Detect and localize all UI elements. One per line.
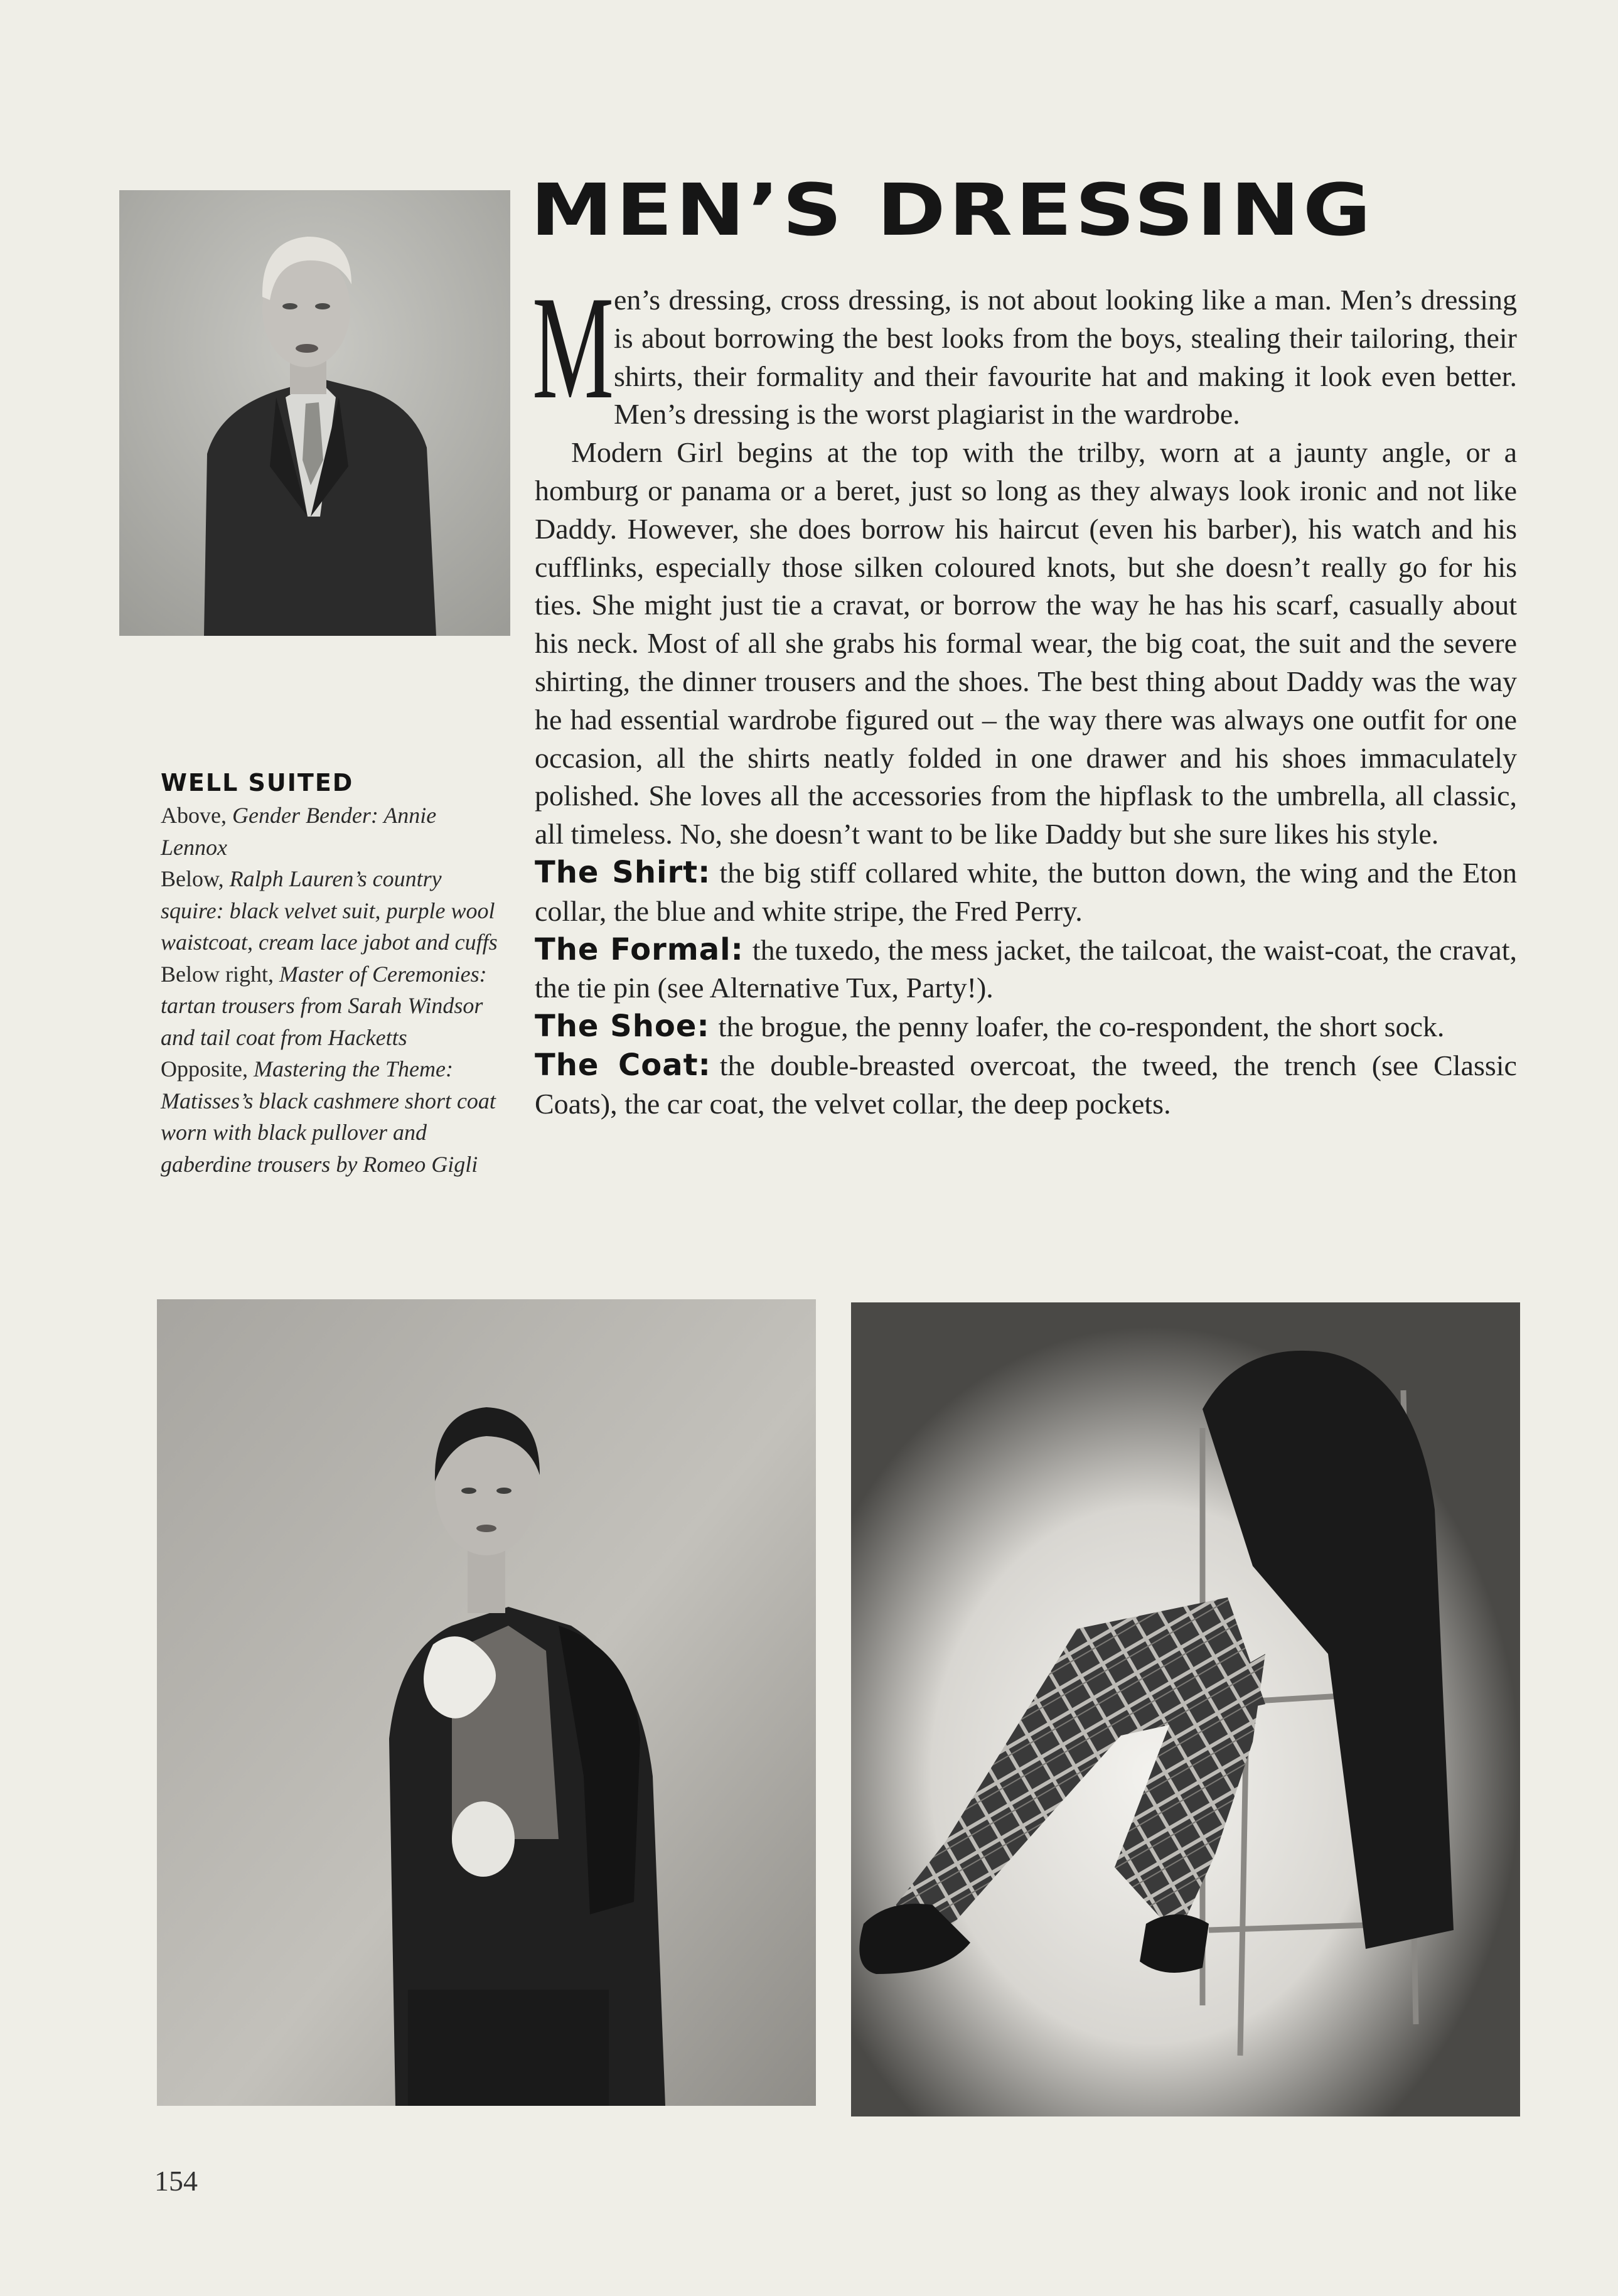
caption-lead: Below, xyxy=(161,866,224,891)
caption-italic: Master of Ceremonies: tartan trousers from Sarah Windsor and tail coat from Hacketts xyxy=(161,961,487,1050)
page-number: 154 xyxy=(154,2165,198,2197)
tartan-trousers-photo xyxy=(851,1302,1520,2116)
item-text: the brogue, the penny loafer, the co-respondent, the short sock. xyxy=(718,1011,1445,1043)
caption-title: WELL SUITED xyxy=(161,769,354,797)
article-paragraph: Modern Girl begins at the top with the trilby, worn at a jaunty angle, or a homburg or panama or a beret, just so long as they always look ironic and not like Daddy. However, she does borrow his haircut (even his barber), his watch and his cufflinks, especially those silken coloured knots, but she doesn’t really go for his ties. She might just tie a cravat, or borrow the way he has his scarf, casually about his neck. Most of all she grabs his formal wear, the big coat, the suit and the severe shirting, the dinner trousers and the shoes. The best thing about Daddy was the way he had essential wardrobe figured out – the way there was always one outfit for one occasion, all the shirts neatly folded in one drawer and his shoes immaculately polished. She loves all the accessories from the hipflask to the umbrella, all classic, all timeless. No, she doesn’t want to be like Daddy but she sure likes his style. xyxy=(535,436,1517,850)
item-label: The Formal: xyxy=(535,931,744,967)
caption-lead: Above, xyxy=(161,803,227,828)
page-title: MEN’S DRESSING xyxy=(530,168,1374,252)
item-text: the big stiff collared white, the button down, the wing and the Eton collar, the blue and white stripe, the Fred Perry. xyxy=(535,856,1517,927)
caption-italic: Gender Bender: Annie Lennox xyxy=(161,803,437,860)
caption-entry xyxy=(161,800,503,863)
item-text: the tuxedo, the mess jacket, the tailcoat, the waist-coat, the cravat, the tie pin (see Alternative Tux, Party!). xyxy=(535,933,1517,1004)
article-paragraph xyxy=(532,266,1517,434)
item-label: The Coat: xyxy=(535,1047,711,1083)
list-item xyxy=(535,854,1517,931)
caption-italic: Mastering the Theme: Matisses’s black cashmere short coat worn with black pullover and gaberdine trousers by Romeo Gigli xyxy=(161,1056,496,1177)
item-label: The Shoe: xyxy=(535,1009,710,1044)
portrait-photo xyxy=(119,190,510,636)
list-item xyxy=(535,1007,1517,1046)
item-text: the double-breasted overcoat, the tweed, the trench (see Classic Coats), the car coat, the velvet collar, the deep pockets. xyxy=(535,1049,1517,1120)
list-item xyxy=(535,1046,1517,1124)
caption-entry xyxy=(161,1053,503,1180)
article-body xyxy=(532,266,1517,1124)
caption-entry xyxy=(161,863,503,958)
caption-entry xyxy=(161,958,503,1054)
caption-lead: Below right, xyxy=(161,961,274,987)
photo-caption xyxy=(161,767,503,1180)
item-label: The Shirt: xyxy=(535,854,711,890)
caption-italic: Ralph Lauren’s country squire: black velvet suit, purple wool waistcoat, cream lace jabot and cuffs xyxy=(161,866,498,955)
drop-cap: M xyxy=(532,266,614,430)
paragraph-text: en’s dressing, cross dressing, is not about looking like a man. Men’s dressing is about borrowing the best looks from the boys, stealing their tailoring, their shirts, their formality and their favourite hat and making it look even better. Men’s dressing is the worst plagiarist in the wardrobe. xyxy=(614,284,1517,431)
caption-lead: Opposite, xyxy=(161,1056,248,1081)
velvet-suit-photo xyxy=(157,1299,816,2106)
list-item xyxy=(535,931,1517,1008)
